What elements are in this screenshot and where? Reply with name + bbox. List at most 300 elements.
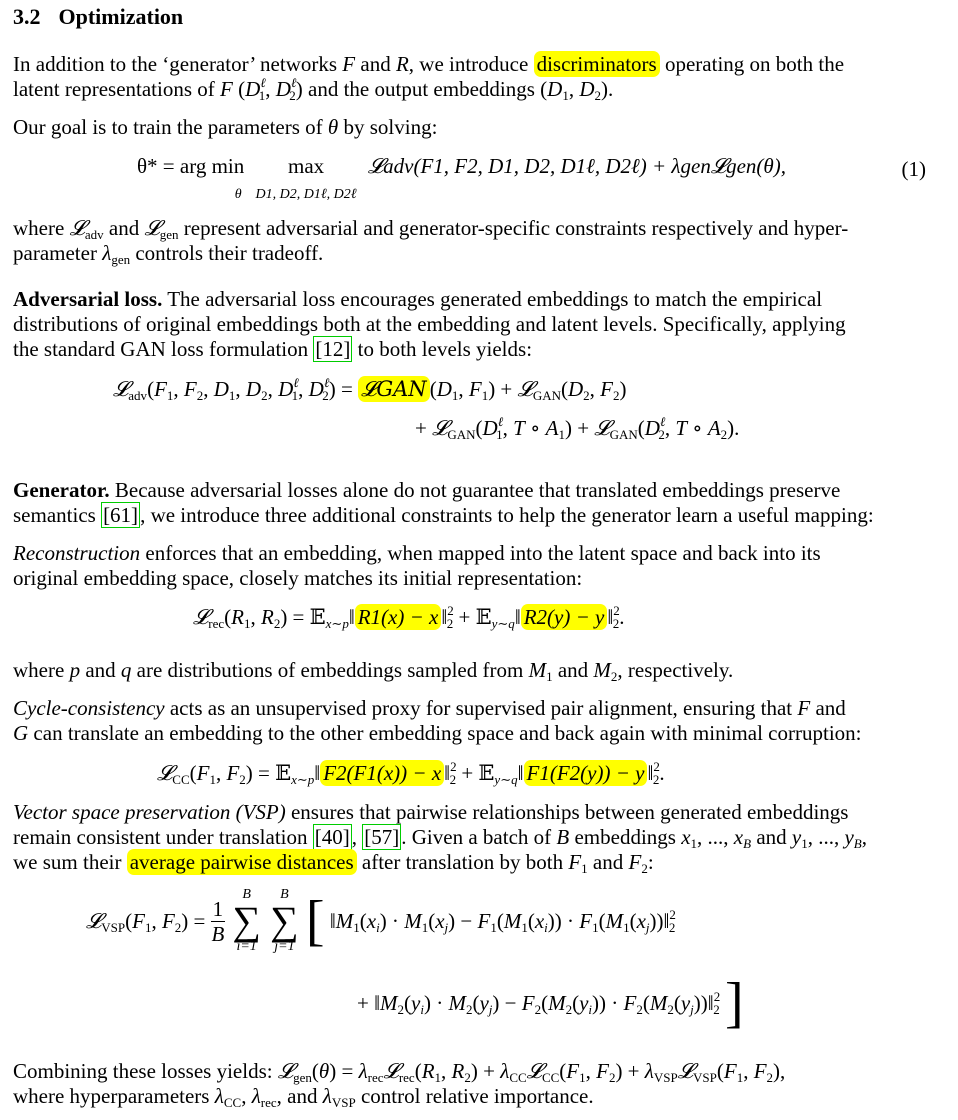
text-run: enforces that an embedding, when mapped into the latent space and back into its <box>140 541 821 565</box>
text-run: B <box>743 836 752 851</box>
text-run: y <box>479 990 489 1015</box>
text-run: where <box>13 216 70 240</box>
text-run: latent representations of <box>13 77 221 101</box>
text-run: 2 <box>612 388 620 403</box>
text-run: Because adversarial losses alone do not guarantee that translated embeddings preserve <box>109 478 841 502</box>
text-run: F <box>154 377 167 401</box>
text-run: x <box>733 825 744 849</box>
text-run: F <box>521 990 535 1015</box>
text-run: ( <box>598 908 606 933</box>
eq1-max-sub: D1, D2, D1ℓ, D2ℓ <box>255 187 357 202</box>
text-run: ( <box>359 908 367 933</box>
text-run: 𝓛 <box>594 416 610 440</box>
text-run: 1 <box>421 919 429 935</box>
cc-line-2 <box>13 720 862 746</box>
text-run: the standard GAN loss formulation <box>13 337 314 361</box>
text-run: + <box>415 416 433 440</box>
text-run: 2 <box>239 772 246 787</box>
text-run: ‖ <box>514 605 521 629</box>
text-run: ( <box>189 761 197 785</box>
text-run: , <box>861 825 867 849</box>
text-run: , we introduce three additional constraints to help the generator learn a useful mapping: <box>140 503 874 527</box>
gen-line-2 <box>13 502 874 528</box>
section-heading <box>13 4 183 30</box>
text-run: and <box>751 825 792 849</box>
text-run: F <box>342 52 356 76</box>
text-run: θ <box>327 115 339 139</box>
text-run: λ <box>358 1059 368 1083</box>
intro-line-1 <box>13 51 844 77</box>
text-run: ‖ <box>441 605 448 629</box>
text-run: adv <box>84 227 104 242</box>
text-run: ( <box>429 377 437 401</box>
text-run: λ <box>644 1059 654 1083</box>
highlighted-span: R1(x) − x <box>355 604 442 630</box>
text-run: D <box>278 377 294 401</box>
text-run: ( <box>716 1059 724 1083</box>
text-run: λ <box>322 1084 332 1108</box>
text-run: . <box>659 761 665 785</box>
text-run: F <box>226 761 240 785</box>
text-run: VSP <box>693 1070 717 1085</box>
text-run: 𝓛 <box>157 761 173 785</box>
citation-link[interactable]: [57] <box>364 825 400 849</box>
text-run: 𝓛 <box>677 1059 694 1083</box>
text-run: , <box>241 1084 252 1108</box>
equation-number-1: (1) <box>901 157 926 181</box>
text-run: 𝓛 <box>277 1059 294 1083</box>
text-run: , and <box>276 1084 323 1108</box>
text-run: 2 <box>464 1070 471 1085</box>
text-run: operating on both the <box>659 52 845 76</box>
text-run: 2 <box>610 669 618 684</box>
text-run: ( <box>311 1059 319 1083</box>
text-run: ∘ <box>524 416 546 440</box>
text-run: 2 <box>766 1070 774 1085</box>
text-run: ) = 𝔼 <box>245 761 292 785</box>
text-run: ) + <box>564 416 595 440</box>
text-run: y <box>411 990 421 1015</box>
citation-link[interactable]: [61] <box>103 503 139 527</box>
text-run: ( <box>428 908 436 933</box>
text-run: , <box>568 77 580 101</box>
text-run: ‖ <box>444 761 451 785</box>
text-run: , <box>265 77 276 101</box>
text-run: M <box>605 908 624 933</box>
vsp-fraction <box>211 897 226 946</box>
text-run: , <box>250 605 261 629</box>
text-run: F <box>753 1059 767 1083</box>
text-run: F <box>196 761 210 785</box>
text-run: 2 <box>465 1001 473 1017</box>
text-run: 𝓛 <box>383 1059 399 1083</box>
text-run: ) + <box>470 1059 501 1083</box>
text-run: controls their tradeoff. <box>130 241 324 265</box>
text-run: )) · <box>547 908 580 933</box>
text-run: 1 <box>736 1070 744 1085</box>
text-run: F <box>596 1059 609 1083</box>
text-run: ( <box>224 605 232 629</box>
text-run: 2 <box>450 759 457 774</box>
text-run: ). <box>727 416 740 440</box>
eq1-max: max <box>287 154 325 178</box>
text-run: F <box>183 377 197 401</box>
final-line-1 <box>13 1058 785 1084</box>
text-run: 1 <box>581 861 588 876</box>
highlighted-span: F2(F1(x)) − x <box>320 760 444 786</box>
text-run: 2 <box>612 616 620 631</box>
text-run: , we introduce <box>408 52 534 76</box>
text-run: 1 <box>623 919 630 935</box>
text-run: , <box>441 1059 452 1083</box>
text-run: CC <box>172 772 190 787</box>
eq1-lhs: θ* = arg min <box>137 154 245 178</box>
sum-j <box>270 888 299 954</box>
text-run: and <box>80 658 121 682</box>
text-run: 1 <box>690 836 698 851</box>
text-run: D <box>436 377 452 401</box>
sum-j-bottom: j=1 <box>274 939 295 954</box>
text-run: 2 <box>613 603 620 618</box>
text-run: F <box>477 908 491 933</box>
text-run: VSP <box>331 1095 356 1110</box>
highlighted-span: R2(y) − y <box>521 604 608 630</box>
cc-line-1 <box>13 695 846 721</box>
adv-line-1 <box>13 286 822 312</box>
text-run: original embedding space, closely matches its initial representation: <box>13 566 583 590</box>
text-run: and <box>587 850 629 874</box>
text-run: embeddings <box>569 825 682 849</box>
text-run: D <box>308 377 324 401</box>
text-run: 1 <box>562 88 569 103</box>
text-run: ) = <box>329 1059 359 1083</box>
vsp-eq-term-2 <box>357 988 721 1017</box>
text-run: 1 <box>144 919 152 935</box>
text-run: x <box>435 908 445 933</box>
text-run: VSP <box>653 1070 678 1085</box>
text-run: M <box>503 908 522 933</box>
vsp-equation-line-1 <box>86 888 675 954</box>
text-run: x∼p <box>325 616 349 631</box>
text-run: x∼p <box>291 772 315 787</box>
vsp-eq-term-1 <box>329 906 676 935</box>
section-number: 3.2 <box>13 4 41 29</box>
text-run: ) = <box>181 908 211 933</box>
highlighted-span: average pairwise distances <box>127 849 357 875</box>
text-run: B <box>853 836 862 851</box>
text-run: , <box>235 377 246 401</box>
text-run: rec <box>367 1070 384 1085</box>
text-run: Adversarial loss. <box>13 287 163 311</box>
text-run: ‖ <box>607 605 614 629</box>
text-run: 2 <box>636 1001 643 1017</box>
text-run: 2 <box>641 861 648 876</box>
rec-line-2 <box>13 565 582 591</box>
text-run: + 𝔼 <box>453 605 492 629</box>
text-run: 𝓛 <box>517 377 533 401</box>
text-run: adv <box>128 388 148 403</box>
text-run: ( <box>414 1059 422 1083</box>
text-run: D <box>547 77 563 101</box>
text-run: ( <box>496 908 504 933</box>
text-run: R <box>421 1059 435 1083</box>
text-run: ℓ <box>497 414 504 429</box>
sigma-symbol: ∑ <box>270 898 299 943</box>
text-run: j <box>444 919 449 935</box>
text-run: 1 <box>209 772 216 787</box>
text-run: , <box>585 1059 597 1083</box>
text-run: , <box>351 825 363 849</box>
text-run: M <box>380 990 398 1015</box>
text-run: T <box>513 416 525 440</box>
text-run: ‖ <box>517 761 524 785</box>
text-run: 2 <box>273 616 281 631</box>
text-run: T <box>675 416 688 440</box>
text-run: , ..., <box>697 825 734 849</box>
text-run: 1 <box>434 1070 442 1085</box>
text-run: + 𝔼 <box>456 761 495 785</box>
text-run: A <box>545 416 559 440</box>
text-run: where hyperparameters <box>13 1084 215 1108</box>
text-run: , respectively. <box>617 658 734 682</box>
text-run: In addition to the ‘generator’ networks <box>13 52 343 76</box>
rec-line-1 <box>13 540 821 566</box>
text-run: 1 <box>579 1070 586 1085</box>
text-run: are distributions of embeddings sampled from <box>131 658 529 682</box>
text-run: 2 <box>583 388 590 403</box>
text-run: F <box>797 696 811 720</box>
text-run: 2 <box>667 1001 674 1017</box>
text-run: Combining these losses yields: <box>13 1059 278 1083</box>
text-run: R <box>451 1059 465 1083</box>
text-run: 1 <box>592 919 599 935</box>
text-run: D <box>644 416 660 440</box>
text-run: 2 <box>608 1070 616 1085</box>
text-run: 2 <box>449 772 457 787</box>
sum-i <box>232 888 261 954</box>
vsp-line-3 <box>13 849 654 875</box>
text-run: gen <box>293 1070 312 1085</box>
text-run: and <box>552 658 594 682</box>
adv-line-3 <box>13 336 532 362</box>
text-run: ) = <box>328 377 359 401</box>
text-run: acts as an unsupervised proxy for supervised pair alignment, ensuring that <box>164 696 798 720</box>
rec-equation <box>193 605 625 630</box>
highlighted-span: F1(F2(y)) − y <box>524 760 648 786</box>
vsp-eq-lhs <box>86 909 211 933</box>
text-run: i <box>420 1001 424 1017</box>
text-run: , <box>743 1059 754 1083</box>
text-run: : <box>647 850 654 874</box>
text-run: Our goal is to train the parameters of <box>13 115 328 139</box>
text-run: ( <box>637 416 645 440</box>
sum-j-top: B <box>280 887 289 902</box>
text-run: )) · <box>592 990 624 1015</box>
text-run: 1 <box>291 388 299 403</box>
text-run: 1 <box>801 836 808 851</box>
citation-link[interactable]: [12] <box>315 337 351 361</box>
text-run: ℓ <box>290 75 297 90</box>
text-run: , <box>173 377 184 401</box>
eq2-rhs-1 <box>358 377 626 401</box>
text-run: j <box>690 1001 694 1017</box>
text-run: ( <box>147 377 155 401</box>
text-run: , <box>298 377 309 401</box>
highlighted-span: discriminators <box>534 51 660 77</box>
citation-link[interactable]: [40] <box>314 825 350 849</box>
text-run: M <box>404 908 422 933</box>
text-run: 2 <box>397 1001 404 1017</box>
text-run: i <box>544 919 548 935</box>
text-run: 2 <box>669 906 676 922</box>
sum-i-top: B <box>242 887 251 902</box>
text-run: M <box>335 908 354 933</box>
vsp-line-1 <box>13 799 848 825</box>
text-run: F <box>623 990 637 1015</box>
sigma-symbol: ∑ <box>232 898 261 943</box>
final-line-2 <box>13 1083 594 1109</box>
text-run: 2 <box>174 919 182 935</box>
equation-1 <box>137 154 786 204</box>
text-run: D <box>213 377 229 401</box>
text-run: D <box>275 77 291 101</box>
text-run: x <box>366 908 377 933</box>
text-run: . <box>619 605 625 629</box>
after-eq1-line-1 <box>13 215 848 241</box>
text-run: 𝓛 <box>69 216 85 240</box>
text-run: 𝓛 <box>113 377 129 401</box>
text-run: semantics <box>13 503 102 527</box>
eq2-line-1 <box>113 377 626 402</box>
text-run: 2 <box>322 388 329 403</box>
text-run: 2 <box>289 88 296 103</box>
text-run: 2 <box>446 616 454 631</box>
text-run: j <box>645 919 650 935</box>
text-run: . Given a batch of <box>401 825 557 849</box>
sum-i-bottom: i=1 <box>236 939 257 954</box>
text-run: , <box>203 377 214 401</box>
text-run: 1 <box>521 919 528 935</box>
text-run: ( <box>232 77 246 101</box>
eq2-line-2 <box>415 416 739 441</box>
text-run: 1 <box>558 427 565 442</box>
text-run: ( <box>572 990 580 1015</box>
text-run: ℓ <box>323 375 330 390</box>
text-run: F <box>220 77 233 101</box>
text-run: ). <box>601 77 614 101</box>
text-run: x <box>534 908 545 933</box>
text-run: , <box>215 761 227 785</box>
text-run: 2 <box>720 427 728 442</box>
text-run: ( <box>404 990 411 1015</box>
text-run: D <box>245 77 261 101</box>
text-run: ( <box>541 990 549 1015</box>
adv-line-2 <box>13 311 846 337</box>
text-run: 2 <box>594 88 601 103</box>
text-run: p <box>69 658 81 682</box>
text-run: M <box>593 658 611 682</box>
text-run: ) + <box>615 1059 645 1083</box>
vsp-frac-den: B <box>211 921 225 946</box>
cc-equation <box>157 761 665 786</box>
eq1-body: 𝓛adv(F1, F2, D1, D2, D1ℓ, D2ℓ) + λgen𝓛gen(θ), <box>367 154 786 178</box>
text-run: ) · <box>379 908 405 933</box>
text-run: and <box>355 52 396 76</box>
text-run: after translation by both <box>356 850 569 874</box>
section-title: Optimization <box>58 4 184 29</box>
text-run: ) − <box>492 990 522 1015</box>
vsp-line-2 <box>13 824 867 850</box>
text-run: 1 <box>353 919 360 935</box>
text-run: where <box>13 658 70 682</box>
text-run: The adversarial loss encourages generated embeddings to match the empirical <box>162 287 823 311</box>
text-run: gen <box>111 252 131 267</box>
intro-line-2 <box>13 76 613 102</box>
text-run: y <box>680 990 691 1015</box>
text-run: , <box>502 416 514 440</box>
text-run: M <box>528 658 547 682</box>
text-run: F <box>723 1059 737 1083</box>
text-run: 1 <box>228 388 236 403</box>
eq1-argmin-sub: θ <box>234 187 242 202</box>
text-run: 2 <box>447 603 454 618</box>
text-run: 𝓛 <box>144 216 160 240</box>
text-run: y∼q <box>494 772 518 787</box>
text-run: ))‖ <box>649 908 670 933</box>
vsp-frac-num: 1 <box>212 896 224 921</box>
text-run: 1 <box>546 669 553 684</box>
text-run: x <box>636 908 646 933</box>
text-run: B <box>556 825 570 849</box>
text-run: ) + <box>488 377 518 401</box>
text-run: y <box>844 825 854 849</box>
text-run: , <box>589 377 601 401</box>
text-run: ( <box>642 990 650 1015</box>
text-run: ‖ <box>329 908 336 933</box>
text-run: Cycle-consistency <box>13 696 165 720</box>
text-run: 𝓛 <box>432 416 448 440</box>
text-run: , <box>664 416 676 440</box>
text-run: by solving: <box>338 115 438 139</box>
text-run: ) and the output embeddings ( <box>295 77 548 101</box>
text-run: ‖ <box>348 605 355 629</box>
text-run: 2 <box>653 759 660 774</box>
text-run: ( <box>629 908 637 933</box>
text-run: remain consistent under translation <box>13 825 313 849</box>
after-eq1-line-2 <box>13 240 323 266</box>
text-run: F <box>600 377 613 401</box>
text-run: 1 <box>481 388 489 403</box>
text-run: ( <box>125 908 133 933</box>
text-run: 1 <box>490 919 497 935</box>
text-run: ) · <box>423 990 449 1015</box>
text-run: 1 <box>258 88 266 103</box>
text-run: ( <box>527 908 535 933</box>
text-run: , <box>267 377 279 401</box>
text-run: A <box>707 416 721 440</box>
text-run: F <box>468 377 482 401</box>
text-run: Generator. <box>13 478 110 502</box>
text-run: ‖ <box>314 761 321 785</box>
text-run: ) − <box>448 908 478 933</box>
text-run: F <box>566 1059 580 1083</box>
text-run: D <box>579 77 595 101</box>
text-run: ( <box>673 990 681 1015</box>
text-run: ) <box>619 377 627 401</box>
text-run: F <box>568 850 582 874</box>
text-run: distributions of original embeddings both at the embedding and latent levels. Specifically, applying <box>13 312 846 336</box>
text-run: VSP <box>101 919 126 935</box>
